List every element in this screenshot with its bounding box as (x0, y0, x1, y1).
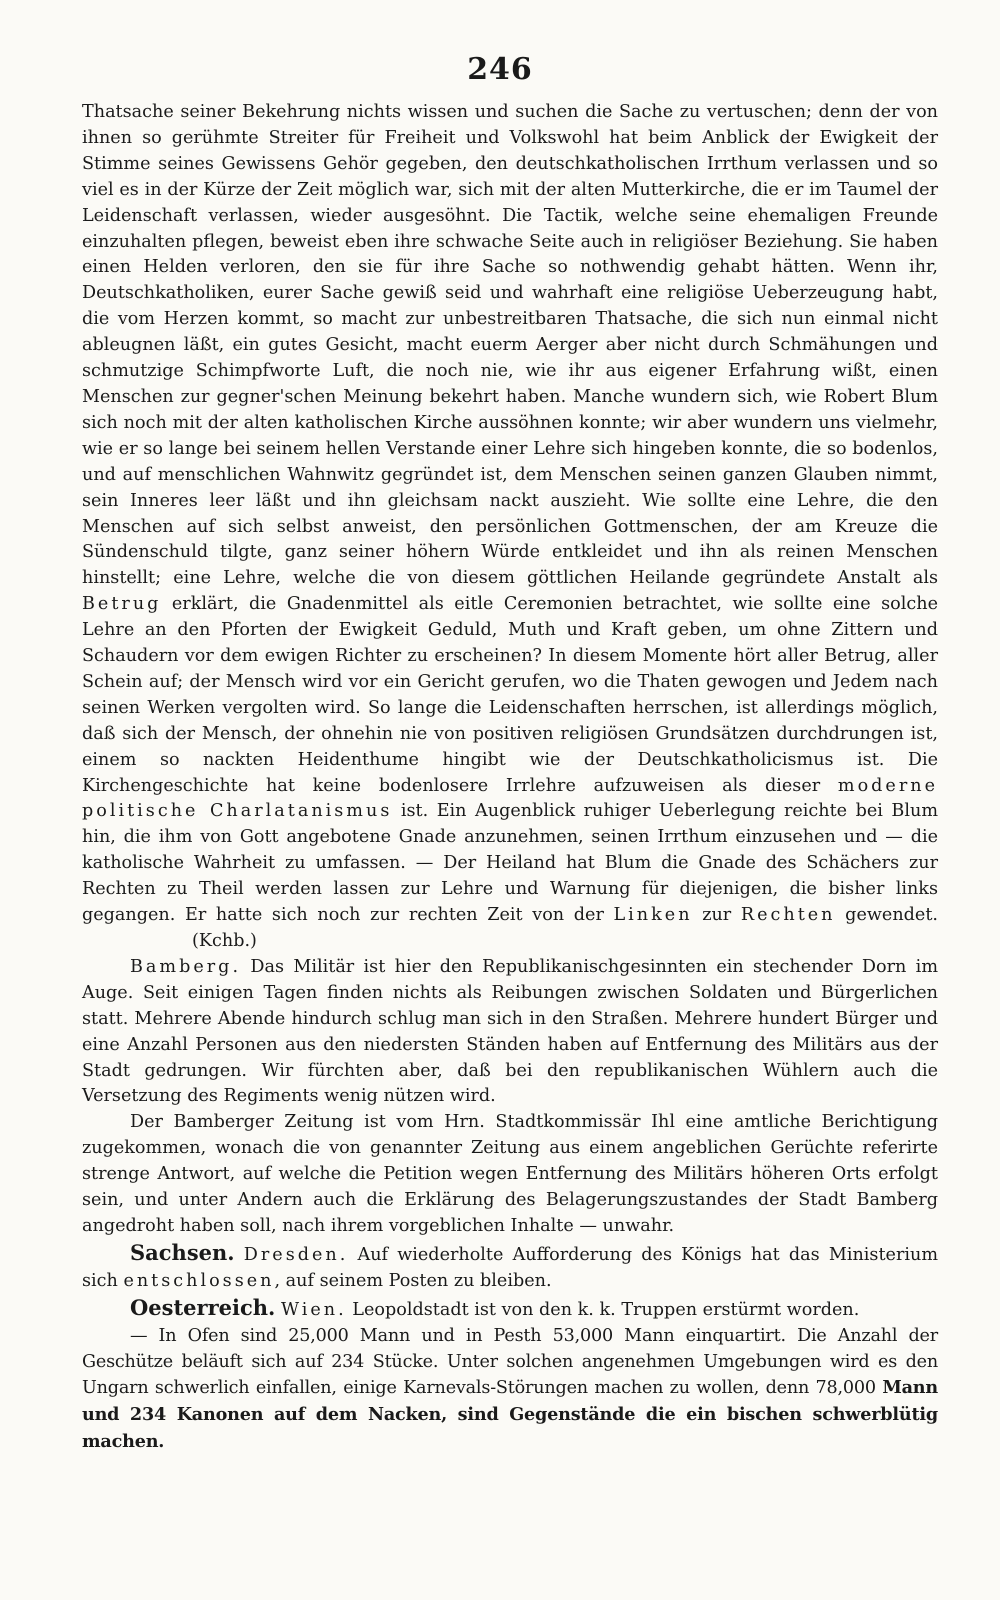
article-body (82, 100, 938, 1456)
betrug-spaced-word: Betrug (82, 594, 162, 615)
sachsen-paragraph (82, 1240, 938, 1295)
sachsen-text-part-2: , auf seinem Posten zu bleiben. (274, 1270, 552, 1291)
linken-spaced-word: Linken (613, 905, 693, 926)
blum-text-part-5: gewendet. (835, 905, 938, 926)
blum-text-part-4: zur (692, 905, 741, 926)
blum-text-part-3: ist. Ein Augenblick ruhiger Ueberlegung reichte bei Blum hin, die ihm von Gott angebotene Gnade anzunehmen, seinen Irrthum einzusehen und — die katholische Wahrheit zu umfassen. — Der Heiland hat Blum die Gnade des Schächers zur Rechten zu Theil werden lassen zur Lehre und Warnung für diejenigen, die bisher links gegangen. Er hatte sich noch zur rechten Zeit von der (82, 801, 939, 926)
oesterreich-heading: Oesterreich. (130, 1294, 276, 1320)
oesterreich-paragraph (82, 1295, 938, 1324)
ofen-paragraph (82, 1324, 938, 1457)
rechten-spaced-word: Rechten (740, 905, 836, 926)
bamberg-paragraph (82, 955, 938, 1110)
entschlossen-spaced-word: entschlossen (123, 1270, 275, 1291)
blum-article-paragraph (82, 100, 938, 955)
blum-text-part-1: Thatsache seiner Bekehrung nichts wissen und suchen die Sache zu vertuschen; denn der von ihnen so gerühmte Streiter für Freiheit und Volkswohl hat beim Anblick der Ewigkeit der Stimme seines Gewissens Gehör gegeben, den deutschkatholischen Irrthum verlassen und so viel es in der Kürze der Zeit möglich war, sich mit der alten Mutterkirche, die er im Taumel der Leidenschaft verlassen, wieder ausgesöhnt. Die Tactik, welche seine ehemaligen Freunde einzuhalten pflegen, beweist eben ihre schwache Seite auch in religiöser Beziehung. Sie haben einen Helden verloren, den sie für ihre Sache so nothwendig gehabt hätten. Wenn ihr, Deutschkatholiken, eurer Sache gewiß seid und wahrhaft eine religiöse Ueberzeugung habt, die vom Herzen kommt, so macht zur unbestreitbaren Thatsache, die sich nun einmal nicht ableugnen läßt, ein gutes Gesicht, macht euerm Aerger aber nicht durch Schmähungen und schmutzige Schimpfworte Luft, die noch nie, wie ihr aus eigener Erfahrung wißt, einen Menschen zur gegner'schen Meinung bekehrt haben. Manche wundern sich, wie Robert Blum sich noch mit der alten katholischen Kirche aussöhnen konnte; wir aber wundern uns vielmehr, wie er so lange bei seinem hellen Verstande einer Lehre sich hingeben konnte, die so bodenlos, und auf menschlichen Wahnwitz gegründet ist, dem Menschen seinen ganzen Glauben nimmt, sein Inneres leer läßt und ihn gleichsam nackt auszieht. Wie sollte eine Lehre, die den Menschen auf sich selbst anweist, den persönlichen Gottmenschen, der am Kreuze die Sündenschuld tilgte, ganz seiner höhern Würde entkleidet und ihn als reinen Menschen hinstellt; eine Lehre, welche die von diesem göttlichen Heilande gegründete Anstalt als (82, 102, 938, 589)
ofen-text: — In Ofen sind 25,000 Mann und in Pesth 53,000 Mann einquartirt. Die Anzahl der Geschütze beläuft sich auf 234 Stücke. Unter solchen angenehmen Umgebungen wird es den Ungarn schwerlich einfallen, einige Karnevals-Störungen machen zu wollen, denn 78,000 (82, 1325, 938, 1399)
bamberg-dateline: Bamberg. (130, 956, 242, 977)
bamberg-correction-paragraph: Der Bamberger Zeitung ist vom Hrn. Stadtkommissär Ihl eine amtliche Berichtigung zugekommen, wonach die von genannter Zeitung aus einem angeblichen Gerüchte referirte strenge Antwort, auf welche die Petition wegen Entfernung des Militärs höheren Orts erfolgt sein, und unter Andern auch die Erklärung des Belagerungszustandes der Stadt Bamberg angedroht haben soll, nach ihrem vorgeblichen Inhalte — unwahr. (82, 1112, 938, 1236)
oesterreich-text: Leopoldstadt ist von den k. k. Truppen erstürmt worden. (346, 1299, 860, 1320)
charlatanismus-spaced-phrase: moderne politische Charlatanismus (82, 775, 938, 822)
dresden-dateline: Dresden. (243, 1244, 349, 1265)
bamberg-text: Das Militär ist hier den Republikanischgesinnten ein stechender Dorn im Auge. Seit einigen Tagen finden nichts als Reibungen zwischen Soldaten und Bürgerlichen statt. Mehrere Abende hindurch schlug man sich in den Straßen. Mehrere hundert Bürger und eine Anzahl Personen aus den niedersten Ständen haben auf Entfernung des Militärs aus der Stadt gedrungen. Wir fürchten aber, daß bei den republikanischen Wühlern auch die Versetzung des Regiments wenig nützen wird. (82, 956, 938, 1107)
wien-dateline: Wien. (280, 1299, 347, 1320)
source-signature: (Kchb.) (192, 931, 257, 951)
page-number: 246 (467, 52, 533, 87)
blum-text-part-2: erklärt, die Gnadenmittel als eitle Ceremonien betrachtet, wie sollte eine solche Lehre an den Pforten der Ewigkeit Geduld, Muth und Kraft geben, um ohne Zittern und Schaudern vor dem ewigen Richter zu erscheinen? In diesem Momente hört aller Betrug, aller Schein auf; der Mensch wird vor ein Gericht gerufen, wo die Thaten gewogen und Jedem nach seinen Werken vergolten wird. So lange die Leidenschaften herrschen, ist allerdings möglich, daß sich der Mensch, der ohnehin nie von positiven religiösen Grundsätzen durchdrungen ist, einem so nackten Heidenthume hingibt wie der Deutschkatholicismus ist. Die Kirchengeschichte hat keine bodenlosere Irrlehre aufzuweisen als dieser (82, 594, 938, 796)
sachsen-text-part-1: Auf wiederholte Aufforderung des Königs hat das Ministerium sich (82, 1244, 938, 1291)
sachsen-heading: Sachsen. (130, 1239, 235, 1265)
ofen-text-bold-ending: Mann und 234 Kanonen auf dem Nacken, sind Gegenstände die ein bischen schwerblütig machen. (82, 1377, 938, 1453)
